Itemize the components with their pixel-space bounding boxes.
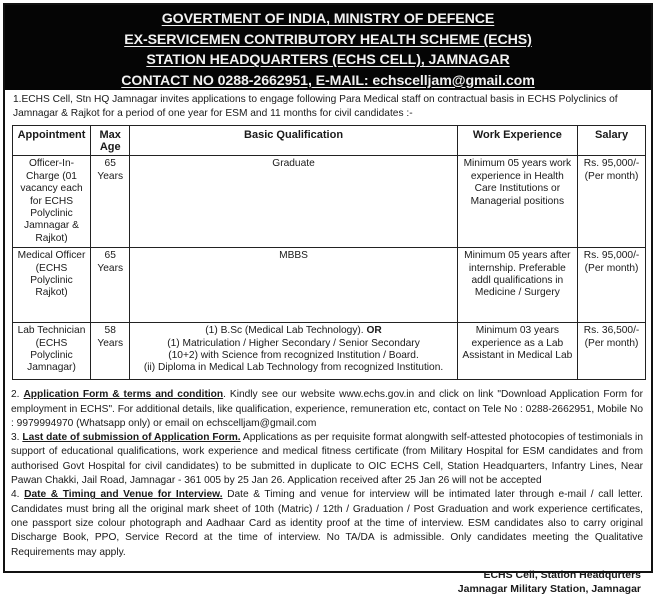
section-heading: Application Form & terms and condition xyxy=(23,389,224,401)
section-number: 2. xyxy=(11,389,20,401)
cell-qualification: MBBS xyxy=(130,248,457,323)
cell-experience: Minimum 05 years work experience in Health Care Institutions or Managerial positions xyxy=(457,156,578,248)
intro-paragraph: 1.ECHS Cell, Stn HQ Jamnagar invites applications to engage following Para Medical staff on contractual basis in ECHS Polyclinics of Jamnagar & Rajkot for a period of one year for ESM and 11 months for civil candidates :- xyxy=(13,94,618,120)
col-qualification: Basic Qualification xyxy=(130,125,457,156)
qualification-line: (10+2) with Science from recognized Institution / Board. xyxy=(168,350,419,362)
qualification-line: (1) B.Sc (Medical Lab Technology). xyxy=(205,325,364,337)
section-body: Date & Timing and venue for interview will be intimated later through e-mail / call letter. Candidates must bring all the original mark sheet of 10th (Matric) / 12th / Graduation / Post Graduation and work experience certificates, one passport size colour photograph and Aadhaar Card as identity proof at the time of interview. ESM candidates also to carry original Discharge Book, PPO, Service Record at the time of interview. No TA/DA is admissible. Only candidates meeting the Qualitative Requirements may apply. xyxy=(11,489,643,558)
section-body: Applications as per requisite format alongwith self-attested photocopies of testimonials in support of educational qualifications, work experience and medical fitness certificate (from Military Hospital for ESM candidates and from authorised Govt Hospital for civil candidates) to be submitted in duplicate to OIC ECHS Cell, Station Headquarters, Infantry Lines, Near Pawan Chakki, Jail Road, Jamnagar - 361 005 by 25 Jan 26. Application received after 25 Jan 26 will not be accepted xyxy=(11,432,643,487)
col-max-age: Max Age xyxy=(90,125,129,156)
notice-body xyxy=(5,90,651,596)
notice-header xyxy=(5,5,651,90)
col-appointment: Appointment xyxy=(13,125,91,156)
section-last-date xyxy=(11,431,643,488)
cell-salary: Rs. 36,500/- (Per month) xyxy=(578,323,646,380)
header-contact: CONTACT NO 0288-2662951, E-MAIL: echscelljam@gmail.com xyxy=(121,72,535,89)
header-scheme: EX-SERVICEMEN CONTRIBUTORY HEALTH SCHEME (ECHS) xyxy=(124,31,532,48)
table-header-row xyxy=(13,125,646,156)
qualification-line: (ii) Diploma in Medical Lab Technology from recognized Institution. xyxy=(143,362,444,374)
table-row xyxy=(13,248,646,323)
qualification-or: OR xyxy=(366,325,382,337)
signature-office: ECHS Cell, Station Headqurters xyxy=(483,568,641,581)
qualification-line: (1) Matriculation / Higher Secondary / Senior Secondary xyxy=(167,337,420,349)
section-interview xyxy=(11,488,643,559)
advertisement-frame xyxy=(3,3,653,595)
header-station: STATION HEADQUARTERS (ECHS CELL), JAMNAGAR xyxy=(146,52,510,68)
section-heading: Date & Timing and Venue for Interview. xyxy=(24,489,223,501)
vacancy-table xyxy=(12,125,646,381)
col-salary: Salary xyxy=(578,125,646,156)
cell-experience: Minimum 03 years experience as a Lab Assistant in Medical Lab xyxy=(457,323,578,380)
signature-block xyxy=(11,568,643,596)
cell-appointment: Officer-In-Charge (01 vacancy each for ECHS Polyclinic Jamnagar & Rajkot) xyxy=(13,156,91,248)
cell-salary: Rs. 95,000/- (Per month) xyxy=(578,248,646,323)
section-body: . Kindly see our website www.echs.gov.in and click on link "Download Application Form for employment in ECHS". For additional details, like qualification, experience, remuneration etc, contact on Tele No : 0288-2662951, Mobile No : 9979994970 (Whatsapp only) or email on echscelljam@gmail.com xyxy=(11,389,643,429)
table-row xyxy=(13,156,646,248)
section-application-form xyxy=(11,388,643,431)
cell-qualification: Graduate xyxy=(130,156,457,248)
section-number: 4. xyxy=(11,489,20,501)
cell-experience: Minimum 05 years after internship. Preferable addl qualifications in Medicine / Surgery xyxy=(457,248,578,323)
signature-station: Jamnagar Military Station, Jamnagar xyxy=(457,582,641,595)
cell-appointment: Lab Technician (ECHS Polyclinic Jamnagar) xyxy=(13,323,91,380)
cell-salary: Rs. 95,000/- (Per month) xyxy=(578,156,646,248)
cell-qualification xyxy=(130,323,457,380)
col-work-experience: Work Experience xyxy=(457,125,578,156)
section-number: 3. xyxy=(11,432,20,444)
section-heading: Last date of submission of Application Form. xyxy=(22,432,241,444)
cell-appointment: Medical Officer (ECHS Polyclinic Rajkot) xyxy=(13,248,91,323)
cell-max-age: 65 Years xyxy=(90,248,129,323)
cell-max-age: 58 Years xyxy=(90,323,129,380)
cell-max-age: 65 Years xyxy=(90,156,129,248)
header-ministry: GOVERTMENT OF INDIA, MINISTRY OF DEFENCE xyxy=(161,11,495,27)
table-row xyxy=(13,323,646,380)
